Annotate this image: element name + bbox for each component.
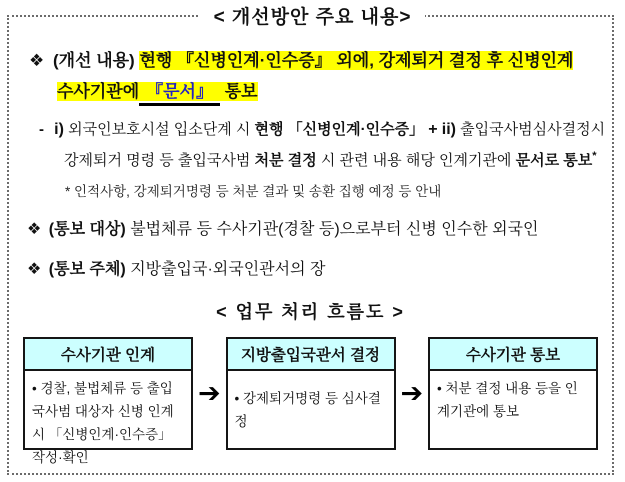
- detail-text-2: 출입국사범심사결정시: [460, 121, 606, 138]
- flow-step-header: 수사기관 통보: [430, 339, 596, 371]
- detail-text-1: 외국인보호시설 입소단계 시: [68, 121, 251, 138]
- content-box: [7, 15, 614, 475]
- detail-plus: +: [428, 121, 438, 138]
- doc-underline: [139, 81, 220, 106]
- flow-title: < 업무 처리 흐름도 >: [216, 302, 405, 322]
- improvement-line-1: [29, 45, 600, 76]
- right-arrow-icon: ➔: [400, 378, 424, 408]
- highlight-line-2-pre: 수사기관에: [57, 82, 140, 101]
- flow-step-header: 수사기관 인계: [25, 339, 191, 371]
- diamond-bullet-icon: ❖: [27, 261, 42, 278]
- detail-footnote-marker: *: [592, 150, 597, 162]
- right-arrow-icon: ➔: [197, 378, 221, 408]
- flow-chart: [21, 337, 600, 465]
- page-title: [0, 2, 625, 29]
- diamond-bullet-icon: ❖: [29, 51, 45, 70]
- flow-step-header: 지방출입국관서 결정: [228, 339, 394, 371]
- detail-text-4: 시 관련 내용 해당 인계기관에: [320, 152, 512, 169]
- flow-step-body: • 경찰, 불법체류 등 출입국사범 대상자 신병 인계시 「신병인계·인수증」 작성·확인: [32, 381, 174, 465]
- detail-num-1: i): [54, 121, 64, 138]
- detail-text-3: 강제퇴거 명령 등 출입국사범: [64, 152, 251, 169]
- notify-subject-text: 지방출입국·외국인관서의 장: [130, 261, 326, 278]
- notify-target-bullet: [27, 218, 600, 242]
- highlight-line-2-post: 통보: [224, 82, 258, 101]
- notify-subject-label: (통보 주체): [48, 261, 126, 278]
- notify-subject-bullet: [27, 258, 600, 282]
- improvement-bullet: [29, 45, 600, 107]
- dash-bullet: -: [39, 121, 44, 138]
- detail-bold-1: 현행 「신병인계·인수증」: [254, 121, 425, 138]
- flow-step-body: • 강제퇴거명령 등 심사결정: [234, 390, 381, 429]
- detail-num-2: ii): [441, 121, 456, 138]
- flow-step-body: • 처분 결정 내용 등을 인계기관에 통보: [437, 381, 578, 419]
- flow-step-decision: [226, 337, 396, 450]
- detail-line-2: [64, 143, 600, 174]
- detail-bold-3: 문서로 통보: [515, 152, 593, 169]
- footnote: * 인적사항, 강제퇴거명령 등 처분 결과 및 송환 집행 예정 등 안내: [65, 184, 442, 199]
- highlight-line-2: [57, 82, 258, 101]
- improvement-label: (개선 내용): [52, 51, 135, 70]
- detail-item: [39, 117, 606, 174]
- improvement-line-2: [57, 76, 600, 107]
- notify-target-text: 불법체류 등 수사기관(경찰 등)으로부터 신병 인수한 외국인: [130, 221, 539, 238]
- highlight-line-1: 현행 『신병인계·인수증』 외에, 강제퇴거 결정 후 신병인계: [139, 51, 574, 70]
- detail-bold-2: 처분 결정: [254, 152, 317, 169]
- flow-step-handover: [23, 337, 193, 465]
- flow-step-notify: [428, 337, 598, 450]
- notify-target-label: (통보 대상): [48, 221, 126, 238]
- page-title-text: < 개선방안 주요 내용>: [200, 2, 426, 29]
- detail-line-1: [39, 117, 606, 143]
- diamond-bullet-icon: ❖: [27, 221, 42, 238]
- doc-term: 『문서』: [146, 82, 213, 101]
